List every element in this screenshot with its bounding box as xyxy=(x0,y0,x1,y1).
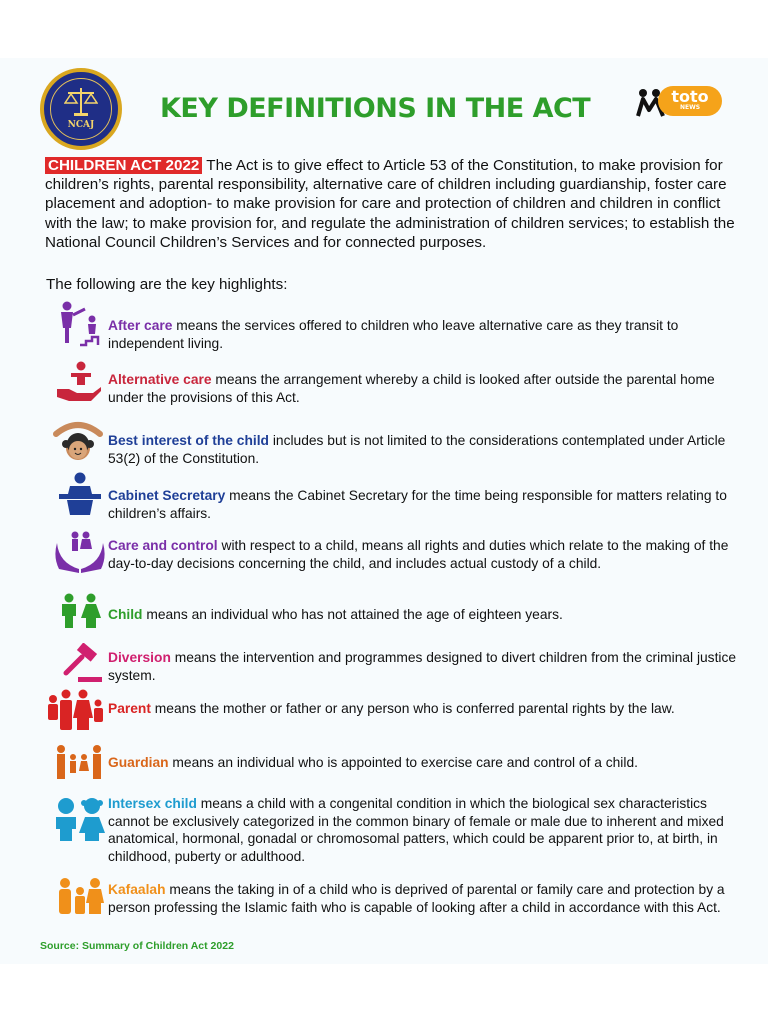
source-note: Source: Summary of Children Act 2022 xyxy=(40,940,234,952)
family-group-icon xyxy=(56,877,104,915)
definition-diversion: Diversion means the intervention and programmes designed to divert children from the criminal justice system. xyxy=(108,650,737,683)
toto-logo-text: toto xyxy=(671,87,709,106)
toto-news-logo xyxy=(636,84,724,122)
gavel-icon xyxy=(60,643,104,685)
hand-holding-child-icon xyxy=(55,361,103,403)
term-alternative-care: Alternative care xyxy=(108,372,212,387)
definition-best-interest: Best interest of the child includes but is not limited to the considerations contemplated under Article 53(2) of the Constitution. xyxy=(108,433,726,466)
definition-child: Child means an individual who has not attained the age of eighteen years. xyxy=(108,607,563,622)
aftercare-figures-icon xyxy=(55,301,103,347)
hands-protecting-children-icon xyxy=(55,529,105,573)
term-child: Child xyxy=(108,607,143,622)
definition-care-and-control: Care and control with respect to a child, means all rights and duties which relate to the making of the day-to-day decisions concerning the child, and includes actual custody of a child. xyxy=(108,538,729,571)
boy-girl-icon xyxy=(52,797,106,843)
definition-alternative-care: Alternative care means the arrangement whereby a child is looked after outside the parental home under the provisions of this Act. xyxy=(108,372,715,405)
term-guardian: Guardian xyxy=(108,755,169,770)
definition-kafaalah: Kafaalah means the taking in of a child who is deprived of parental or family care and protection by a person professing the Islamic faith who is capable of looking after a child in accordance with this Act. xyxy=(108,882,725,915)
term-after-care: After care xyxy=(108,318,173,333)
page-title: KEY DEFINITIONS IN THE ACT xyxy=(160,93,591,124)
term-best-interest: Best interest of the child xyxy=(108,433,269,448)
definition-guardian: Guardian means an individual who is appointed to exercise care and control of a child. xyxy=(108,755,638,770)
guardian-family-icon xyxy=(54,744,104,780)
term-cabinet-secretary: Cabinet Secretary xyxy=(108,488,226,503)
definition-cabinet-secretary: Cabinet Secretary means the Cabinet Secretary for the time being responsible for matters relating to children’s affairs. xyxy=(108,488,727,521)
family-icon xyxy=(44,689,106,731)
term-care-and-control: Care and control xyxy=(108,538,218,553)
term-parent: Parent xyxy=(108,701,151,716)
protected-child-icon xyxy=(52,418,104,464)
speaker-podium-icon xyxy=(57,472,103,516)
definition-parent: Parent means the mother or father or any person who is conferred parental rights by the law. xyxy=(108,701,675,716)
news-logo-text: NEWS xyxy=(679,104,701,111)
highlights-lead: The following are the key highlights: xyxy=(46,276,288,293)
scales-of-justice-icon xyxy=(64,86,98,118)
two-children-icon xyxy=(58,593,102,629)
act-name-tag: CHILDREN ACT 2022 xyxy=(45,157,202,174)
definition-after-care: After care means the services offered to children who leave alternative care as they transit to independent living. xyxy=(108,318,679,351)
intro-paragraph xyxy=(45,156,745,252)
ncaj-logo-text: NCAJ xyxy=(67,120,95,130)
ncaj-logo xyxy=(40,68,122,150)
definition-intersex-child: Intersex child means a child with a congenital condition in which the biological sex characteristics cannot be exclusively categorized in the common binary of female or male due to inherent and mixed anatomical, hormonal, gonadal or chromosomal patters, which could be apparent prior to, at birth, in childhood, puberty or adulthood. xyxy=(108,796,724,864)
term-kafaalah: Kafaalah xyxy=(108,882,166,897)
intro-text: The Act is to give effect to Article 53 of the Constitution, to make provision for children’s rights, parental responsibility, alternative care of children including guardianship, foster care placement and adoption- to make provision for care and protection of children and children in conflict with the law; to make provision for, and regulate the administration of children services; to establish the National Council Children’s Services and for connected purposes. xyxy=(45,157,735,251)
term-diversion: Diversion xyxy=(108,650,171,665)
term-intersex-child: Intersex child xyxy=(108,796,197,811)
